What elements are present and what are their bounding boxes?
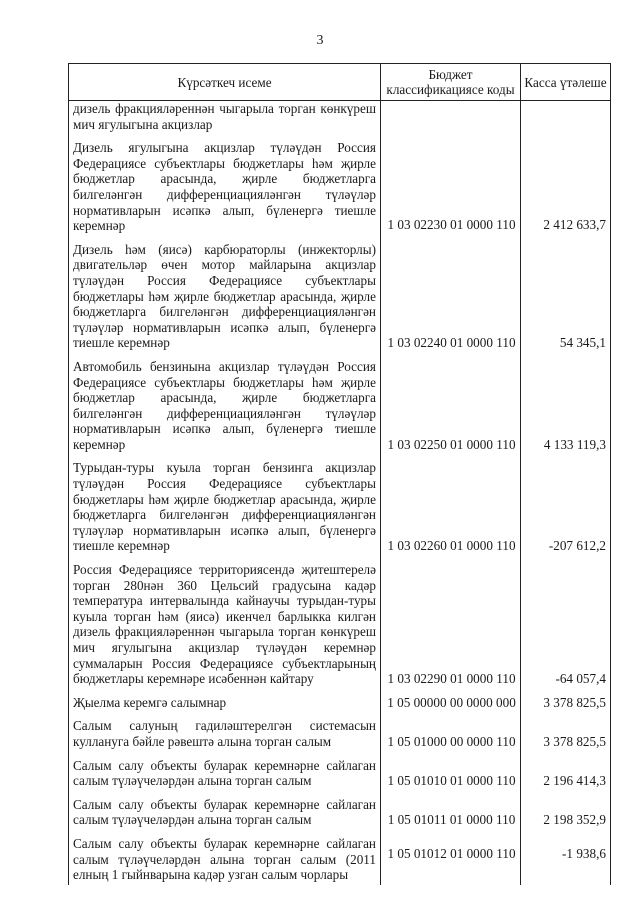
row-name: Салым салу объекты буларак керемнәрне сайлаган салым түләүчеләрдән алына торган салым (69, 752, 381, 791)
row-code: 1 03 02290 01 0000 110 (381, 556, 521, 689)
row-amount: 3 378 825,5 (521, 712, 611, 751)
table-row (69, 830, 611, 885)
header-budget-code: Бюджет классификациясе коды (381, 64, 521, 101)
row-amount (521, 101, 611, 135)
row-name: Турыдан-туры куыла торган бензинга акцизлар түләүдән Россия Федерациясе субъектлары бюджетлары һәм җирле бюджетлар арасында, җирле бюджетларга билгеләнгән дифференциацияләнгән түләүләр нормативларын исәпкә алып, бүленергә тиешле керемнәр (69, 454, 381, 556)
row-code: 1 03 02240 01 0000 110 (381, 236, 521, 353)
row-code: 1 03 02260 01 0000 110 (381, 454, 521, 556)
header-cash-execution: Касса үтәлеше (521, 64, 611, 101)
row-code: 1 03 02250 01 0000 110 (381, 353, 521, 455)
row-name: Салым салуның гадиләштерелгән системасын куллануга бәйле рәвештә алына торган салым (69, 712, 381, 751)
row-name: Дизель һәм (яисә) карбюраторлы (инжекторлы) двигательләр өчен мотор майларына акцизлар түләүдән Россия Федерациясе субъектлары бюджетлары һәм җирле бюджетлар арасында, җирле бюджетларга билгеләнгән дифференциацияләнгән түләүләр нормативларын исәпкә алып, бүленергә тиешле керемнәр (69, 236, 381, 353)
table-row (69, 556, 611, 689)
row-name: Россия Федерациясе территориясендә җитештерелә торган 280нән 360 Цельсий градусына кадәр температура интервалында кайнаучы турыдан-туры куыла торган һәм (яисә) икенчел барлыкка килгән дизель фракцияләреннән чыгарыла торган көнкүреш мич ягулыгына акцизлар түләүдән керемнәр суммаларын Россия Федерациясе субъектларының бюджетлары керемнәре исәбеннән кайтару (69, 556, 381, 689)
row-amount: -1 938,6 (521, 830, 611, 885)
table-row (69, 454, 611, 556)
table-row (69, 353, 611, 455)
table-row (69, 236, 611, 353)
row-name: Салым салу объекты буларак керемнәрне сайлаган салым түләүчеләрдән алына торган салым (2011 елның 1 гыйнварына кадәр узган салым чорлары (69, 830, 381, 885)
row-code: 1 05 01010 01 0000 110 (381, 752, 521, 791)
table-header-row (69, 64, 611, 101)
row-code: 1 05 01000 00 0000 110 (381, 712, 521, 751)
row-code: 1 05 01011 01 0000 110 (381, 791, 521, 830)
row-name: Салым салу объекты буларак керемнәрне сайлаган салым түләүчеләрдән алына торган салым (69, 791, 381, 830)
table-row (69, 689, 611, 713)
row-amount: 4 133 119,3 (521, 353, 611, 455)
revenue-table (68, 63, 611, 885)
row-code (381, 101, 521, 135)
row-name: Җыелма керемгә салымнар (69, 689, 381, 713)
table-row (69, 752, 611, 791)
table-row (69, 134, 611, 236)
row-amount: -207 612,2 (521, 454, 611, 556)
row-name: дизель фракцияләреннән чыгарыла торган көнкүреш мич ягулыгына акцизлар (69, 101, 381, 135)
row-amount: 2 196 414,3 (521, 752, 611, 791)
row-code: 1 05 00000 00 0000 000 (381, 689, 521, 713)
row-amount: -64 057,4 (521, 556, 611, 689)
row-amount: 3 378 825,5 (521, 689, 611, 713)
header-indicator-name: Күрсәткеч исеме (69, 64, 381, 101)
row-amount: 54 345,1 (521, 236, 611, 353)
table-row (69, 712, 611, 751)
table-row (69, 101, 611, 135)
page-number: 3 (316, 33, 324, 48)
row-name: Автомобиль бензинына акцизлар түләүдән Россия Федерациясе субъектлары бюджетлары һәм җирле бюджетлар арасында, җирле бюджетларга билгеләнгән дифференциацияләнгән түләүләр нормативларын исәпкә алып, бүленергә тиешле керемнәр (69, 353, 381, 455)
row-code: 1 03 02230 01 0000 110 (381, 134, 521, 236)
row-code: 1 05 01012 01 0000 110 (381, 830, 521, 885)
table-row (69, 791, 611, 830)
row-amount: 2 412 633,7 (521, 134, 611, 236)
row-name: Дизель ягулыгына акцизлар түләүдән Россия Федерациясе субъектлары бюджетлары һәм җирле бюджетлар арасында, җирле бюджетларга билгеләнгән дифференциацияләнгән түләүләр нормативларын исәпкә алып, бүленергә тиешле керемнәр (69, 134, 381, 236)
row-amount: 2 198 352,9 (521, 791, 611, 830)
